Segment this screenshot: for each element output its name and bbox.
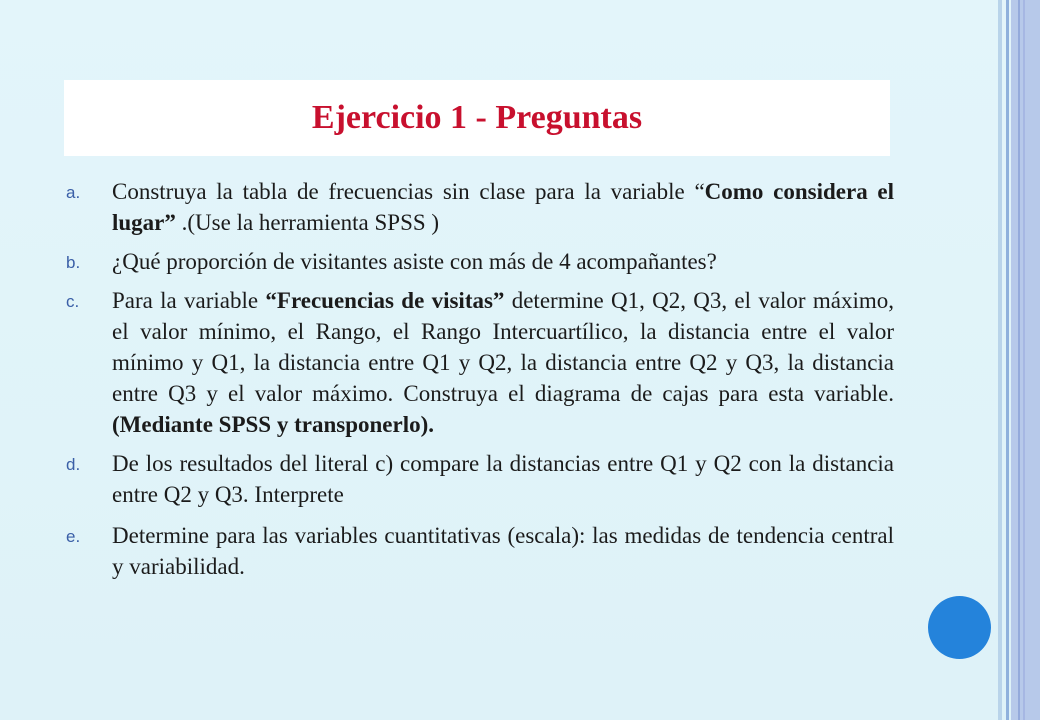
question-marker: b.	[66, 253, 81, 272]
question-item-a	[64, 176, 894, 238]
question-text	[112, 523, 894, 579]
question-list	[64, 176, 894, 590]
question-text-part: De los resultados del literal c) compare la distancias entre Q1 y Q2 con la distancia entre Q2 y Q3. Interprete	[112, 451, 894, 507]
question-text-part: determine Q1, Q2, Q3, el valor máximo, el valor mínimo, el Rango, el Rango Intercuartílico, la distancia entre el valor mínimo y Q1, la distancia entre Q1 y Q2, la distancia entre Q2 y Q3, la distancia entre Q3 y el valor máximo. Construya el diagrama de cajas para esta variable.	[112, 288, 894, 406]
question-item-e	[64, 520, 894, 582]
question-marker: a.	[66, 183, 81, 202]
question-text-bold: “Frecuencias de visitas”	[265, 288, 505, 313]
side-stripe	[1011, 0, 1040, 720]
question-text-part: ¿Qué proporción de visitantes asiste con más de 4 acompañantes?	[112, 249, 717, 274]
question-marker: d.	[66, 455, 81, 474]
question-text	[112, 179, 894, 235]
slide-title: Ejercicio 1 - Preguntas	[311, 99, 643, 136]
question-item-d	[64, 448, 894, 510]
question-item-c	[64, 285, 894, 440]
side-stripe	[1018, 0, 1020, 720]
question-text	[112, 288, 894, 437]
question-text	[112, 451, 894, 507]
question-text-part: Para la variable	[112, 288, 266, 313]
question-text-part: Determine para las variables cuantitativas (escala): las medidas de tendencia central y variabilidad.	[112, 523, 894, 579]
question-marker: e.	[66, 527, 81, 546]
question-text-bold: Como considera el lugar”	[112, 179, 895, 235]
circle-decoration	[928, 596, 991, 659]
question-marker: c.	[66, 292, 80, 311]
side-stripe	[1023, 0, 1025, 720]
question-item-b	[64, 246, 894, 277]
question-text	[112, 249, 717, 274]
question-text-bold: (Mediante SPSS y transponerlo).	[112, 412, 434, 437]
decorative-side-stripes	[998, 0, 1040, 720]
title-box	[64, 80, 890, 156]
question-text-part: .(Use la herramienta SPSS )	[175, 210, 440, 235]
side-stripe	[1006, 0, 1009, 720]
question-text-part: Construya la tabla de frecuencias sin clase para la variable “	[112, 179, 705, 204]
side-stripe	[998, 0, 1002, 720]
